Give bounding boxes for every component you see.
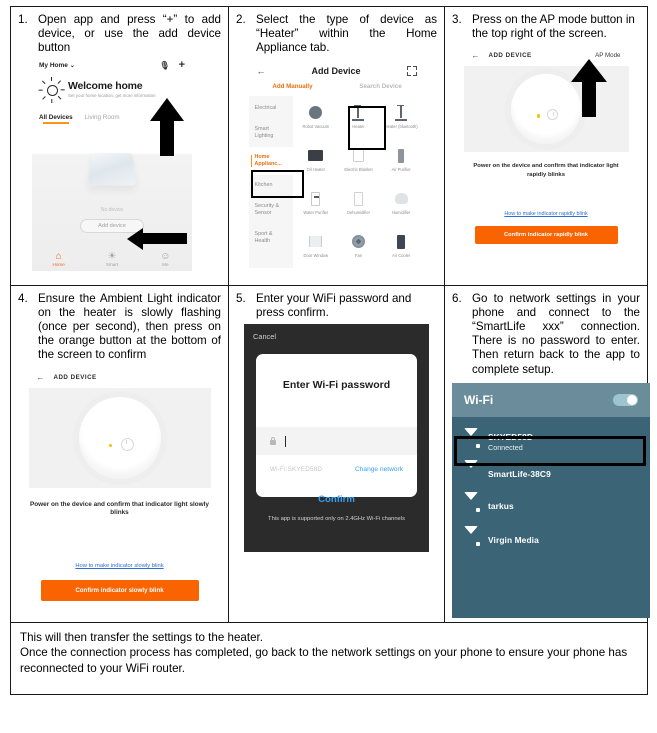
step-cell-1 (11, 7, 229, 286)
device-dehumidifier[interactable] (337, 184, 380, 227)
network-name: Virgin Media (488, 534, 539, 545)
device-label: Fan (354, 252, 363, 258)
footer-cell (11, 622, 648, 695)
device-label: Water Purifier (303, 209, 329, 215)
step-text: Open app and press “+” to add device, or use the add device button (38, 13, 221, 55)
device-door-window[interactable] (295, 227, 338, 270)
network-name: SmartLife-38C9 (488, 468, 551, 479)
step-number: 2. (236, 13, 246, 26)
no-device-label: No device (100, 206, 124, 213)
confirm-button[interactable]: Confirm (318, 494, 355, 506)
category-home-appliance[interactable]: Home Applianc... (249, 147, 293, 175)
wifi-toggle[interactable] (613, 394, 638, 406)
step-number: 4. (18, 291, 28, 305)
device-label: Dehumidifier (347, 209, 370, 215)
step-text: Press on the AP mode button in the top right of the screen. (472, 13, 635, 41)
heater-bluetooth-icon (380, 102, 423, 124)
device-label: Door Window (303, 252, 329, 258)
step-text: Select the type of device as “Heater” within the Home Appliance tab. (256, 13, 437, 55)
device-label: Heater (bluetooth) (384, 123, 418, 129)
step-number: 1. (18, 13, 28, 26)
add-device-plus-icon[interactable]: + (178, 59, 185, 72)
list-item[interactable] (452, 489, 650, 523)
sun-icon (39, 77, 65, 103)
step-cell-3 (445, 7, 648, 286)
nav-item-me[interactable] (139, 251, 192, 267)
ap-mode-button[interactable]: AP Mode (595, 52, 621, 60)
smart-icon: ☀ (107, 250, 117, 262)
robot-vacuum-icon (295, 102, 338, 124)
lock-icon (270, 437, 276, 445)
network-status: Connected (488, 442, 523, 452)
change-network-link[interactable]: Change network (354, 466, 403, 474)
tab-all-devices[interactable]: All Devices (39, 113, 73, 121)
annotation-box-home-appliance (251, 170, 304, 198)
power-icon (121, 438, 134, 451)
device-air-cooler[interactable] (380, 227, 423, 270)
device-humidifier[interactable] (380, 184, 423, 227)
step-number: 3. (452, 13, 462, 26)
scan-icon[interactable] (407, 66, 417, 76)
step-2 (236, 13, 437, 56)
category-smart-lighting[interactable]: Smart Lighting (254, 125, 274, 139)
phone-screenshot-slow-blink (29, 367, 211, 613)
pairing-message: Power on the device and confirm that indicator light slowly blinks (30, 500, 209, 517)
screen-title: ADD DEVICE (488, 52, 532, 60)
air-cooler-icon (380, 231, 423, 253)
step-4 (18, 292, 221, 363)
network-name: tarkus (488, 500, 514, 511)
dehumidifier-icon (337, 188, 380, 210)
device-heater-bluetooth[interactable] (380, 98, 423, 141)
step-cell-5 (229, 285, 445, 622)
phone-screenshot-wifi-settings (452, 383, 650, 618)
device-robot-vacuum[interactable] (295, 98, 338, 141)
category-kitchen[interactable]: Kitchen (254, 181, 273, 188)
network-name: SKYED58D (488, 431, 534, 442)
support-note: This app is supported only on 2.4GHz Wi-Fi channels (268, 516, 405, 523)
phone-screenshot-ap-mode (464, 45, 629, 245)
home-selector-label[interactable]: My Home (39, 61, 68, 69)
device-illustration (29, 388, 211, 488)
category-electrical[interactable]: Electrical (254, 104, 277, 111)
steps-table (10, 6, 648, 695)
wifi-signal-icon (464, 468, 479, 480)
nav-label: Home (52, 261, 65, 267)
pairing-message: Power on the device and confirm that indicator light rapidly blinks (473, 163, 619, 178)
chevron-down-icon[interactable]: ⌄ (69, 62, 75, 69)
step-cell-4 (11, 285, 229, 622)
table-row (11, 7, 648, 286)
wifi-signal-icon (464, 500, 479, 512)
text-caret (285, 436, 286, 447)
device-label: Heater (352, 123, 365, 129)
current-ssid-label: Wi-Fi:SKYED58D (270, 466, 323, 474)
step-number: 6. (452, 291, 462, 305)
fan-icon (337, 231, 380, 253)
phone-screenshot-add-device (249, 60, 425, 279)
empty-box-illustration (88, 153, 136, 186)
air-purifier-icon (380, 145, 423, 167)
annotation-arrow-up (571, 59, 607, 117)
category-sport-health[interactable]: Sport & Health (254, 230, 273, 244)
annotation-arrow-up (150, 98, 184, 156)
welcome-title: Welcome home (68, 80, 143, 93)
microphone-icon[interactable]: 🎙 (159, 60, 170, 70)
wifi-signal-icon (464, 534, 479, 546)
step-5 (236, 292, 437, 320)
screen-title: Add Device (311, 65, 361, 76)
step-3 (452, 13, 640, 41)
device-label: Robot Vacuum (302, 123, 330, 129)
table-row (11, 622, 648, 695)
annotation-box-heater (348, 106, 386, 150)
step-6 (452, 292, 640, 377)
tab-search-device[interactable]: Search Device (359, 82, 402, 90)
wifi-panel-title: Wi-Fi (464, 392, 494, 407)
device-label: Oil Heater (306, 166, 326, 172)
indicator-light (537, 114, 540, 117)
tab-living-room[interactable]: Living Room (84, 113, 120, 121)
nav-label: Smart (105, 261, 119, 267)
oil-heater-icon (295, 145, 338, 167)
help-link[interactable]: How to make indicator slowly blink (75, 563, 164, 570)
dialog-title: Enter Wi-Fi password (282, 379, 391, 392)
password-dialog (256, 354, 417, 506)
back-arrow-icon[interactable]: ← (471, 51, 480, 61)
step-text: Go to network settings in your phone and connect to the “SmartLife xxx” connection. There is no password to enter. Then return back to the app to complete setup. (472, 291, 640, 376)
device-label: Air Cooler (392, 252, 411, 258)
phone-screenshot-home (32, 56, 192, 271)
phone-screenshot-wifi-password (244, 324, 429, 552)
footer-line-2: Once the connection process has completed, go back to the network settings on your phone to ensure your phone has reconnected to your WiFi router. (20, 646, 628, 675)
category-security-sensor[interactable]: Security & Sensor (254, 202, 280, 216)
step-text: Enter your WiFi password and press confirm. (256, 291, 412, 319)
device-label: Humidifier (391, 209, 411, 215)
step-text: Ensure the Ambient Light indicator on the heater is slowly flashing (once per second), then press on the orange button at the bottom of the screen to confirm (38, 291, 221, 362)
power-icon (547, 109, 558, 120)
nav-label: Me (162, 261, 169, 267)
step-cell-6 (445, 285, 648, 622)
home-icon: ⌂ (55, 250, 62, 262)
humidifier-icon (380, 188, 423, 210)
back-arrow-icon[interactable]: ← (256, 65, 266, 76)
door-window-icon (295, 231, 338, 253)
nav-item-home[interactable] (32, 251, 85, 267)
step-1 (18, 13, 221, 56)
nav-item-smart[interactable] (85, 251, 138, 267)
indicator-light (109, 444, 112, 447)
annotation-box-smartlife (454, 436, 646, 466)
back-arrow-icon[interactable]: ← (36, 372, 45, 382)
footer-line-1: This will then transfer the settings to the heater. (20, 630, 263, 644)
password-input[interactable] (256, 427, 417, 455)
profile-icon: ☺ (160, 250, 171, 262)
add-device-button[interactable]: Add device (80, 219, 144, 233)
confirm-button[interactable]: Confirm indicator rapidly blink (475, 226, 618, 244)
device-label: Electric Blanket (344, 166, 373, 172)
empty-state (32, 151, 192, 233)
cancel-button[interactable]: Cancel (253, 332, 277, 342)
annotation-arrow-left (127, 228, 187, 250)
step-number: 5. (236, 291, 246, 305)
device-label: Air Purifier (391, 166, 411, 172)
tab-add-manually[interactable]: Add Manually (272, 82, 313, 90)
table-row (11, 285, 648, 622)
bottom-nav (32, 251, 192, 267)
welcome-subtitle: Set your home location, get more information (68, 93, 156, 99)
help-link[interactable]: How to make indicator rapidly blink (504, 211, 588, 218)
device-air-purifier[interactable] (380, 141, 423, 184)
screen-title: ADD DEVICE (53, 373, 97, 381)
list-item[interactable] (452, 523, 650, 557)
confirm-button[interactable]: Confirm indicator slowly blink (41, 580, 199, 601)
device-fan[interactable] (337, 227, 380, 270)
step-cell-2 (229, 7, 445, 286)
